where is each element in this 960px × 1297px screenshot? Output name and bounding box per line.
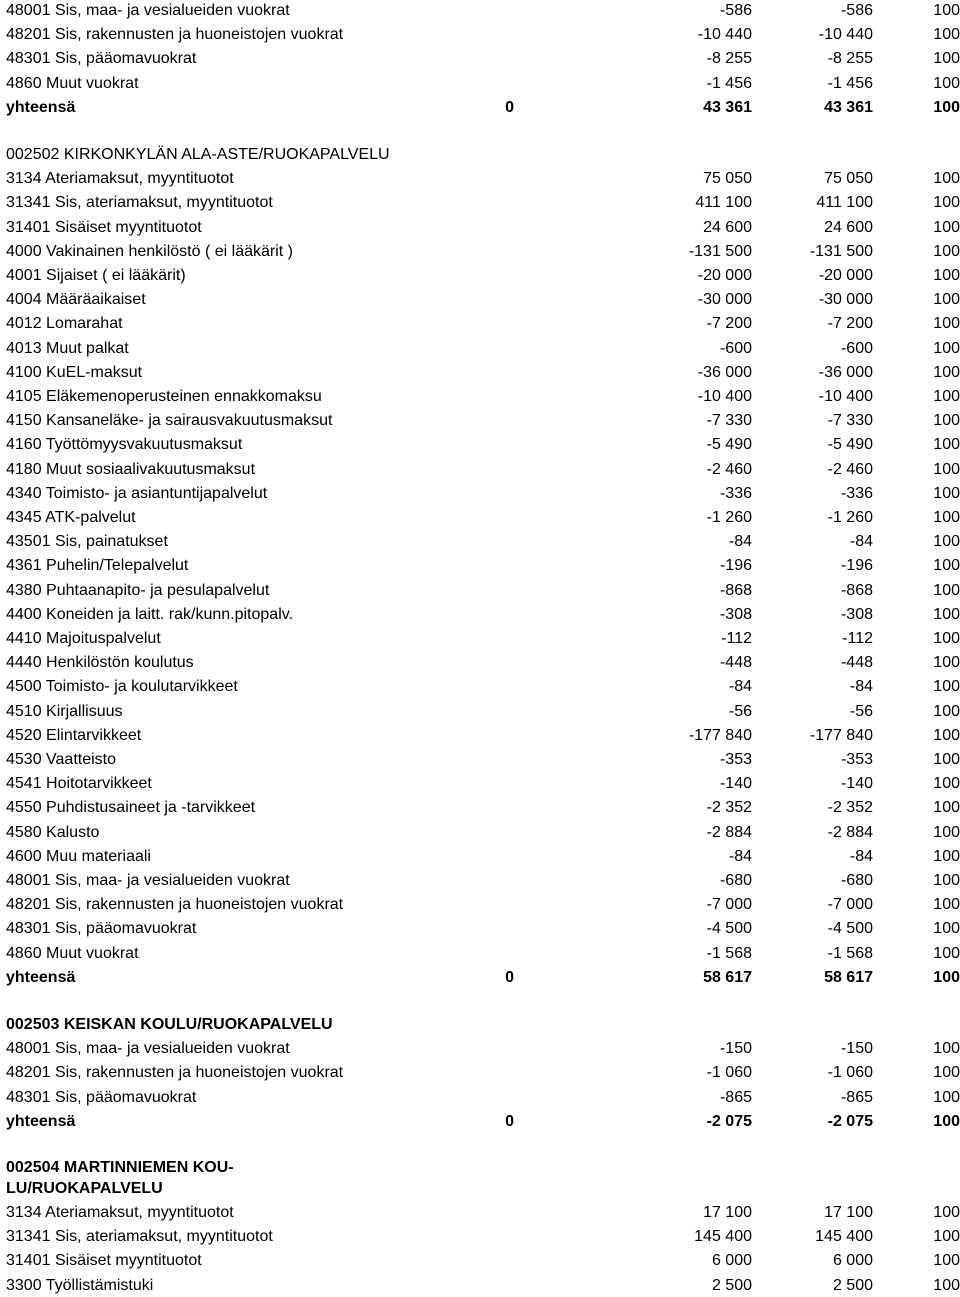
account-row [0,241,960,263]
budget-value: 43 361 [703,98,752,116]
proposal-value: -586 [840,2,873,19]
budget-value: -586 [719,2,752,19]
budget-value: -30 000 [697,291,752,309]
total-row [0,967,960,989]
budget-value: -150 [719,1040,752,1058]
proposal-value: -308 [840,605,873,623]
account-row [0,338,960,360]
percent-value: 100 [933,339,960,357]
account-name: 43501 Sis, painatukset [6,533,168,551]
account-row [0,749,960,771]
proposal-value: -8 255 [827,50,873,68]
proposal-value: -7 200 [827,315,873,333]
account-name: 4000 Vakinainen henkilöstö ( ei lääkärit ) [6,242,293,260]
account-row [0,362,960,384]
account-row [0,265,960,287]
proposal-value: -150 [840,1040,873,1058]
percent-value: 100 [933,1276,960,1294]
percent-value: 100 [933,50,960,68]
proposal-value: -680 [840,872,873,889]
percent-value: 100 [933,1064,960,1082]
proposal-value: -84 [849,678,873,696]
section-header-line: LU/RUOKAPALVELU [6,1180,163,1197]
proposal-value: -112 [842,630,873,647]
budget-value: -131 500 [688,242,752,260]
account-row [0,1226,960,1248]
account-name: 48301 Sis, pääomavuokrat [6,920,197,938]
budget-value: -5 490 [706,436,752,454]
account-row [0,725,960,747]
budget-value: -353 [719,751,752,768]
budget-value: -308 [719,605,752,623]
account-row [0,943,960,965]
budget-value: -8 255 [706,50,752,68]
account-row [0,192,960,214]
account-name: 4860 Muut vuokrat [6,944,139,962]
proposal-value: 58 617 [824,968,873,986]
account-name: 3134 Ateriamaksut, myyntituotot [6,1204,234,1221]
account-row [0,822,960,844]
proposal-value: -2 352 [827,799,873,817]
proposal-value: -84 [849,533,873,551]
percent-value: 100 [933,436,960,454]
proposal-value: -2 460 [827,460,873,478]
proposal-value: -1 568 [827,944,873,962]
percent-value: 100 [933,460,960,478]
proposal-value: -10 400 [818,388,873,405]
proposal-value: -336 [840,484,873,502]
budget-value: -84 [728,847,752,865]
proposal-value: -1 060 [827,1064,873,1082]
percent-value: 100 [933,968,960,986]
account-name: 48001 Sis, maa- ja vesialueiden vuokrat [6,1040,290,1058]
account-name: 4440 Henkilöstön koulutus [6,654,194,672]
budget-value: 145 400 [694,1228,752,1246]
account-name: 4530 Vaatteisto [6,751,117,768]
proposal-value: -7 330 [827,412,873,430]
percent-value: 100 [933,412,960,430]
budget-value: -7 330 [706,412,752,430]
account-row [0,168,960,190]
proposal-value: -448 [840,654,873,672]
budget-value: -865 [719,1088,752,1106]
proposal-value: -140 [840,775,873,793]
account-name: 31401 Sisäiset myyntituotot [6,1252,202,1270]
percent-value: 100 [933,98,960,116]
account-row [0,555,960,577]
account-name: 4160 Työttömyysvakuutusmaksut [6,436,243,454]
account-row [0,410,960,432]
account-row [0,1062,960,1084]
percent-value: 100 [933,775,960,793]
account-name: 48001 Sis, maa- ja vesialueiden vuokrat [6,872,290,889]
percent-value: 100 [933,726,960,744]
budget-value: -680 [719,872,752,889]
proposal-value: 43 361 [824,98,873,116]
account-name: 31401 Sisäiset myyntituotot [6,218,202,236]
budget-value: -448 [719,654,752,672]
section-header-line: 002504 MARTINNIEMEN KOU- [6,1159,234,1176]
account-name: 4550 Puhdistusaineet ja -tarvikkeet [6,799,256,817]
proposal-value: -56 [849,702,873,720]
account-name: 4500 Toimisto- ja koulutarvikkeet [6,678,238,696]
account-name: 48301 Sis, pääomavuokrat [6,1088,197,1106]
percent-value: 100 [933,484,960,502]
account-name: 4340 Toimisto- ja asiantuntijapalvelut [6,484,268,502]
proposal-value: -1 456 [827,74,873,92]
percent-value: 100 [933,218,960,236]
account-row [0,846,960,868]
account-name: 48201 Sis, rakennusten ja huoneistojen vuokrat [6,1064,344,1082]
proposal-value: -4 500 [827,920,873,938]
budget-value: -140 [719,775,752,793]
account-row [0,870,960,892]
percent-value: 100 [933,509,960,526]
proposal-value: -7 000 [827,896,873,914]
account-row [0,483,960,505]
account-name: 4600 Muu materiaali [6,847,151,865]
percent-value: 100 [933,751,960,768]
budget-value: -4 500 [706,920,752,938]
percent-value: 100 [933,74,960,92]
percent-value: 100 [933,315,960,333]
account-row [0,1087,960,1109]
proposal-value: -2 884 [827,823,873,841]
account-name: 4345 ATK-palvelut [6,509,136,526]
account-row [0,894,960,916]
account-row [0,507,960,529]
account-name: 4860 Muut vuokrat [6,74,139,92]
percent-value: 100 [933,2,960,19]
percent-value: 100 [933,944,960,962]
account-name: yhteensä [6,968,76,986]
account-name: 4510 Kirjallisuus [6,702,123,720]
account-row [0,1202,960,1224]
account-name: 3300 Työllistämistuki [6,1276,154,1294]
account-row [0,313,960,335]
proposal-value: -196 [840,557,873,575]
budget-value: -177 840 [688,726,752,744]
budget-value: -1 260 [706,509,752,526]
proposal-value: 75 050 [824,170,873,188]
proposal-value: -2 075 [827,1112,873,1130]
account-row [0,701,960,723]
percent-value: 100 [933,26,960,44]
proposal-value: -84 [849,847,873,865]
budget-value: -2 352 [706,799,752,817]
budget-value: -36 000 [697,363,752,381]
account-name: 4013 Muut palkat [6,339,129,357]
budget-value: -1 060 [706,1064,752,1082]
account-row [0,1275,960,1297]
account-row [0,676,960,698]
budget-value: -1 456 [706,74,752,92]
total-base-value: 0 [505,968,514,986]
percent-value: 100 [933,702,960,720]
percent-value: 100 [933,581,960,599]
percent-value: 100 [933,363,960,381]
budget-value: -112 [721,630,752,647]
percent-value: 100 [933,242,960,260]
percent-value: 100 [933,388,960,405]
percent-value: 100 [933,920,960,938]
percent-value: 100 [933,654,960,672]
total-base-value: 0 [505,1112,514,1130]
budget-value: 24 600 [703,218,752,236]
account-row [0,918,960,940]
percent-value: 100 [933,1112,960,1130]
budget-value: 58 617 [703,968,752,986]
proposal-value: -865 [840,1088,873,1106]
account-row [0,652,960,674]
section-header: 002502 KIRKONKYLÄN ALA-ASTE/RUOKAPALVELU [6,146,390,163]
percent-value: 100 [933,678,960,696]
budget-value: 17 100 [703,1204,752,1221]
account-row [0,434,960,456]
proposal-value: -36 000 [818,363,873,381]
percent-value: 100 [933,605,960,623]
account-name: 4380 Puhtaanapito- ja pesulapalvelut [6,581,270,599]
account-row [0,580,960,602]
proposal-value: -177 840 [809,726,873,744]
proposal-value: 145 400 [815,1228,873,1246]
account-row [0,48,960,70]
proposal-value: 17 100 [824,1204,873,1221]
proposal-value: 24 600 [824,218,873,236]
percent-value: 100 [933,291,960,309]
budget-value: 2 500 [711,1276,752,1294]
budget-value: -336 [719,484,752,502]
proposal-value: -868 [840,581,873,599]
account-row [0,628,960,650]
percent-value: 100 [933,1040,960,1058]
percent-value: 100 [933,1252,960,1270]
budget-value: -7 000 [706,896,752,914]
proposal-value: -600 [840,339,873,357]
budget-value: -10 400 [697,388,752,405]
total-row [0,97,960,119]
percent-value: 100 [933,267,960,284]
account-row [0,604,960,626]
account-name: 48301 Sis, pääomavuokrat [6,50,197,68]
percent-value: 100 [933,194,960,212]
proposal-value: 6 000 [832,1252,873,1270]
budget-value: 75 050 [703,170,752,188]
account-row [0,0,960,22]
percent-value: 100 [933,1088,960,1106]
account-name: 48201 Sis, rakennusten ja huoneistojen vuokrat [6,26,344,44]
account-row [0,1038,960,1060]
budget-value: -2 460 [706,460,752,478]
budget-value: -868 [719,581,752,599]
percent-value: 100 [933,847,960,865]
percent-value: 100 [933,557,960,575]
percent-value: 100 [933,533,960,551]
account-name: 3134 Ateriamaksut, myyntituotot [6,170,234,188]
proposal-value: -30 000 [818,291,873,309]
account-name: 31341 Sis, ateriamaksut, myyntituotot [6,1228,273,1246]
budget-value: 6 000 [711,1252,752,1270]
budget-value: -20 000 [697,267,752,284]
budget-value: -10 440 [697,26,752,44]
proposal-value: -10 440 [818,26,873,44]
account-name: 4012 Lomarahat [6,315,123,333]
budget-value: -1 568 [706,944,752,962]
proposal-value: -1 260 [827,509,873,526]
budget-value: -84 [728,533,752,551]
account-name: 4100 KuEL-maksut [6,363,143,381]
account-name: 4004 Määräaikaiset [6,291,146,309]
account-row [0,459,960,481]
account-row [0,217,960,239]
account-name: 4541 Hoitotarvikkeet [6,775,152,793]
account-row [0,289,960,311]
account-name: 4361 Puhelin/Telepalvelut [6,557,189,575]
percent-value: 100 [933,1204,960,1221]
account-name: 48001 Sis, maa- ja vesialueiden vuokrat [6,2,290,19]
budget-value: -56 [728,702,752,720]
account-name: 4150 Kansaneläke- ja sairausvakuutusmaksut [6,412,333,430]
proposal-value: 2 500 [832,1276,873,1294]
percent-value: 100 [933,896,960,914]
account-name: yhteensä [6,98,76,116]
proposal-value: 411 100 [816,194,873,212]
account-name: 4580 Kalusto [6,823,100,841]
percent-value: 100 [933,872,960,889]
budget-value: -7 200 [706,315,752,333]
section-header [6,1157,406,1199]
account-name: yhteensä [6,1112,76,1130]
account-row [0,1250,960,1272]
account-name: 4105 Eläkemenoperusteinen ennakkomaksu [6,388,322,405]
account-name: 4180 Muut sosiaalivakuutusmaksut [6,460,256,478]
account-name: 4400 Koneiden ja laitt. rak/kunn.pitopalv. [6,605,294,623]
account-name: 48201 Sis, rakennusten ja huoneistojen vuokrat [6,896,344,914]
percent-value: 100 [933,630,960,647]
budget-value: -84 [728,678,752,696]
account-row [0,73,960,95]
account-row [0,797,960,819]
account-name: 4001 Sijaiset ( ei lääkärit) [6,267,186,284]
account-row [0,24,960,46]
percent-value: 100 [933,823,960,841]
budget-value: -196 [719,557,752,575]
budget-value: -2 884 [706,823,752,841]
total-base-value: 0 [505,98,514,116]
proposal-value: -5 490 [827,436,873,454]
account-row [0,773,960,795]
account-row [0,386,960,408]
proposal-value: -20 000 [818,267,873,284]
percent-value: 100 [933,170,960,188]
budget-value: 411 100 [695,194,752,212]
proposal-value: -131 500 [809,242,873,260]
total-row [0,1111,960,1133]
account-name: 31341 Sis, ateriamaksut, myyntituotot [6,194,273,212]
budget-value: -2 075 [706,1112,752,1130]
account-name: 4410 Majoituspalvelut [6,630,161,647]
account-name: 4520 Elintarvikkeet [6,726,142,744]
proposal-value: -353 [840,751,873,768]
percent-value: 100 [933,1228,960,1246]
percent-value: 100 [933,799,960,817]
account-row [0,531,960,553]
section-header: 002503 KEISKAN KOULU/RUOKAPALVELU [6,1016,333,1033]
budget-value: -600 [719,339,752,357]
